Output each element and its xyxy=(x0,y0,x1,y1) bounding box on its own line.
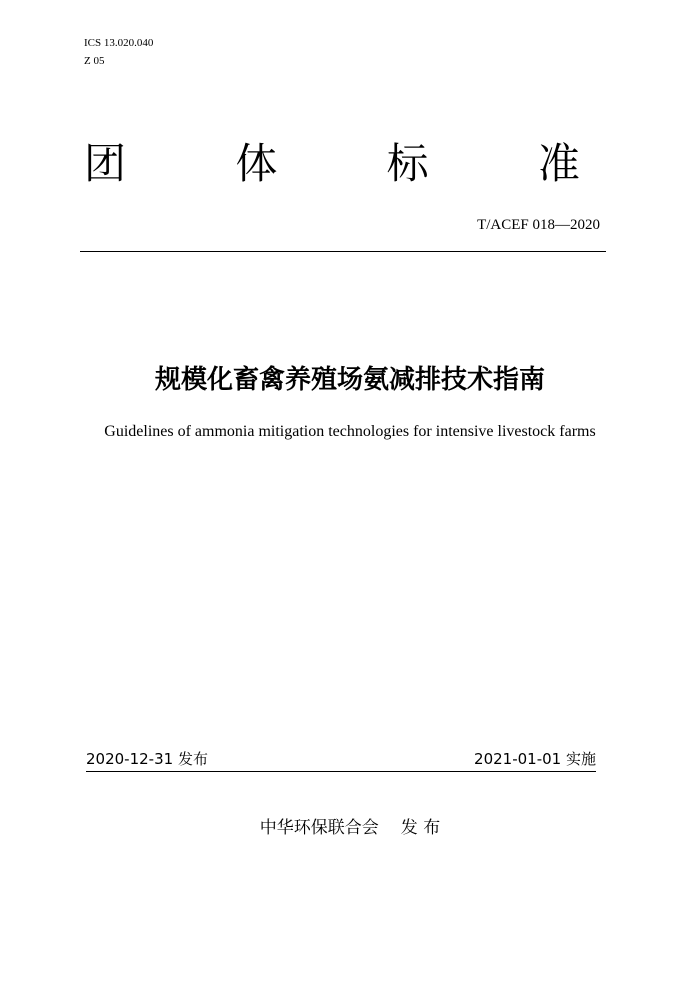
standard-type-char: 团 xyxy=(84,139,127,188)
document-title-english: Guidelines of ammonia mitigation technologies for intensive livestock farms xyxy=(104,423,596,440)
standard-type-char: 准 xyxy=(537,139,580,188)
document-title-chinese: 规模化畜禽养殖场氨减排技术指南 xyxy=(154,365,545,395)
standard-type-char: 标 xyxy=(386,139,429,188)
bottom-divider xyxy=(86,771,596,772)
issue-date: 2020-12-31 发布 xyxy=(86,750,208,768)
publisher-line xyxy=(0,816,700,840)
standard-type-char: 体 xyxy=(235,139,278,188)
publisher-action: 发 布 xyxy=(400,818,441,838)
ics-code: ICS 13.020.040 xyxy=(84,37,154,49)
ccs-code: Z 05 xyxy=(84,55,105,67)
standard-number: T/ACEF 018—2020 xyxy=(477,217,600,233)
top-divider xyxy=(80,251,606,252)
implementation-date: 2021-01-01 实施 xyxy=(474,750,596,768)
publisher-name: 中华环保联合会 xyxy=(259,818,379,838)
standard-type-heading xyxy=(84,138,580,190)
